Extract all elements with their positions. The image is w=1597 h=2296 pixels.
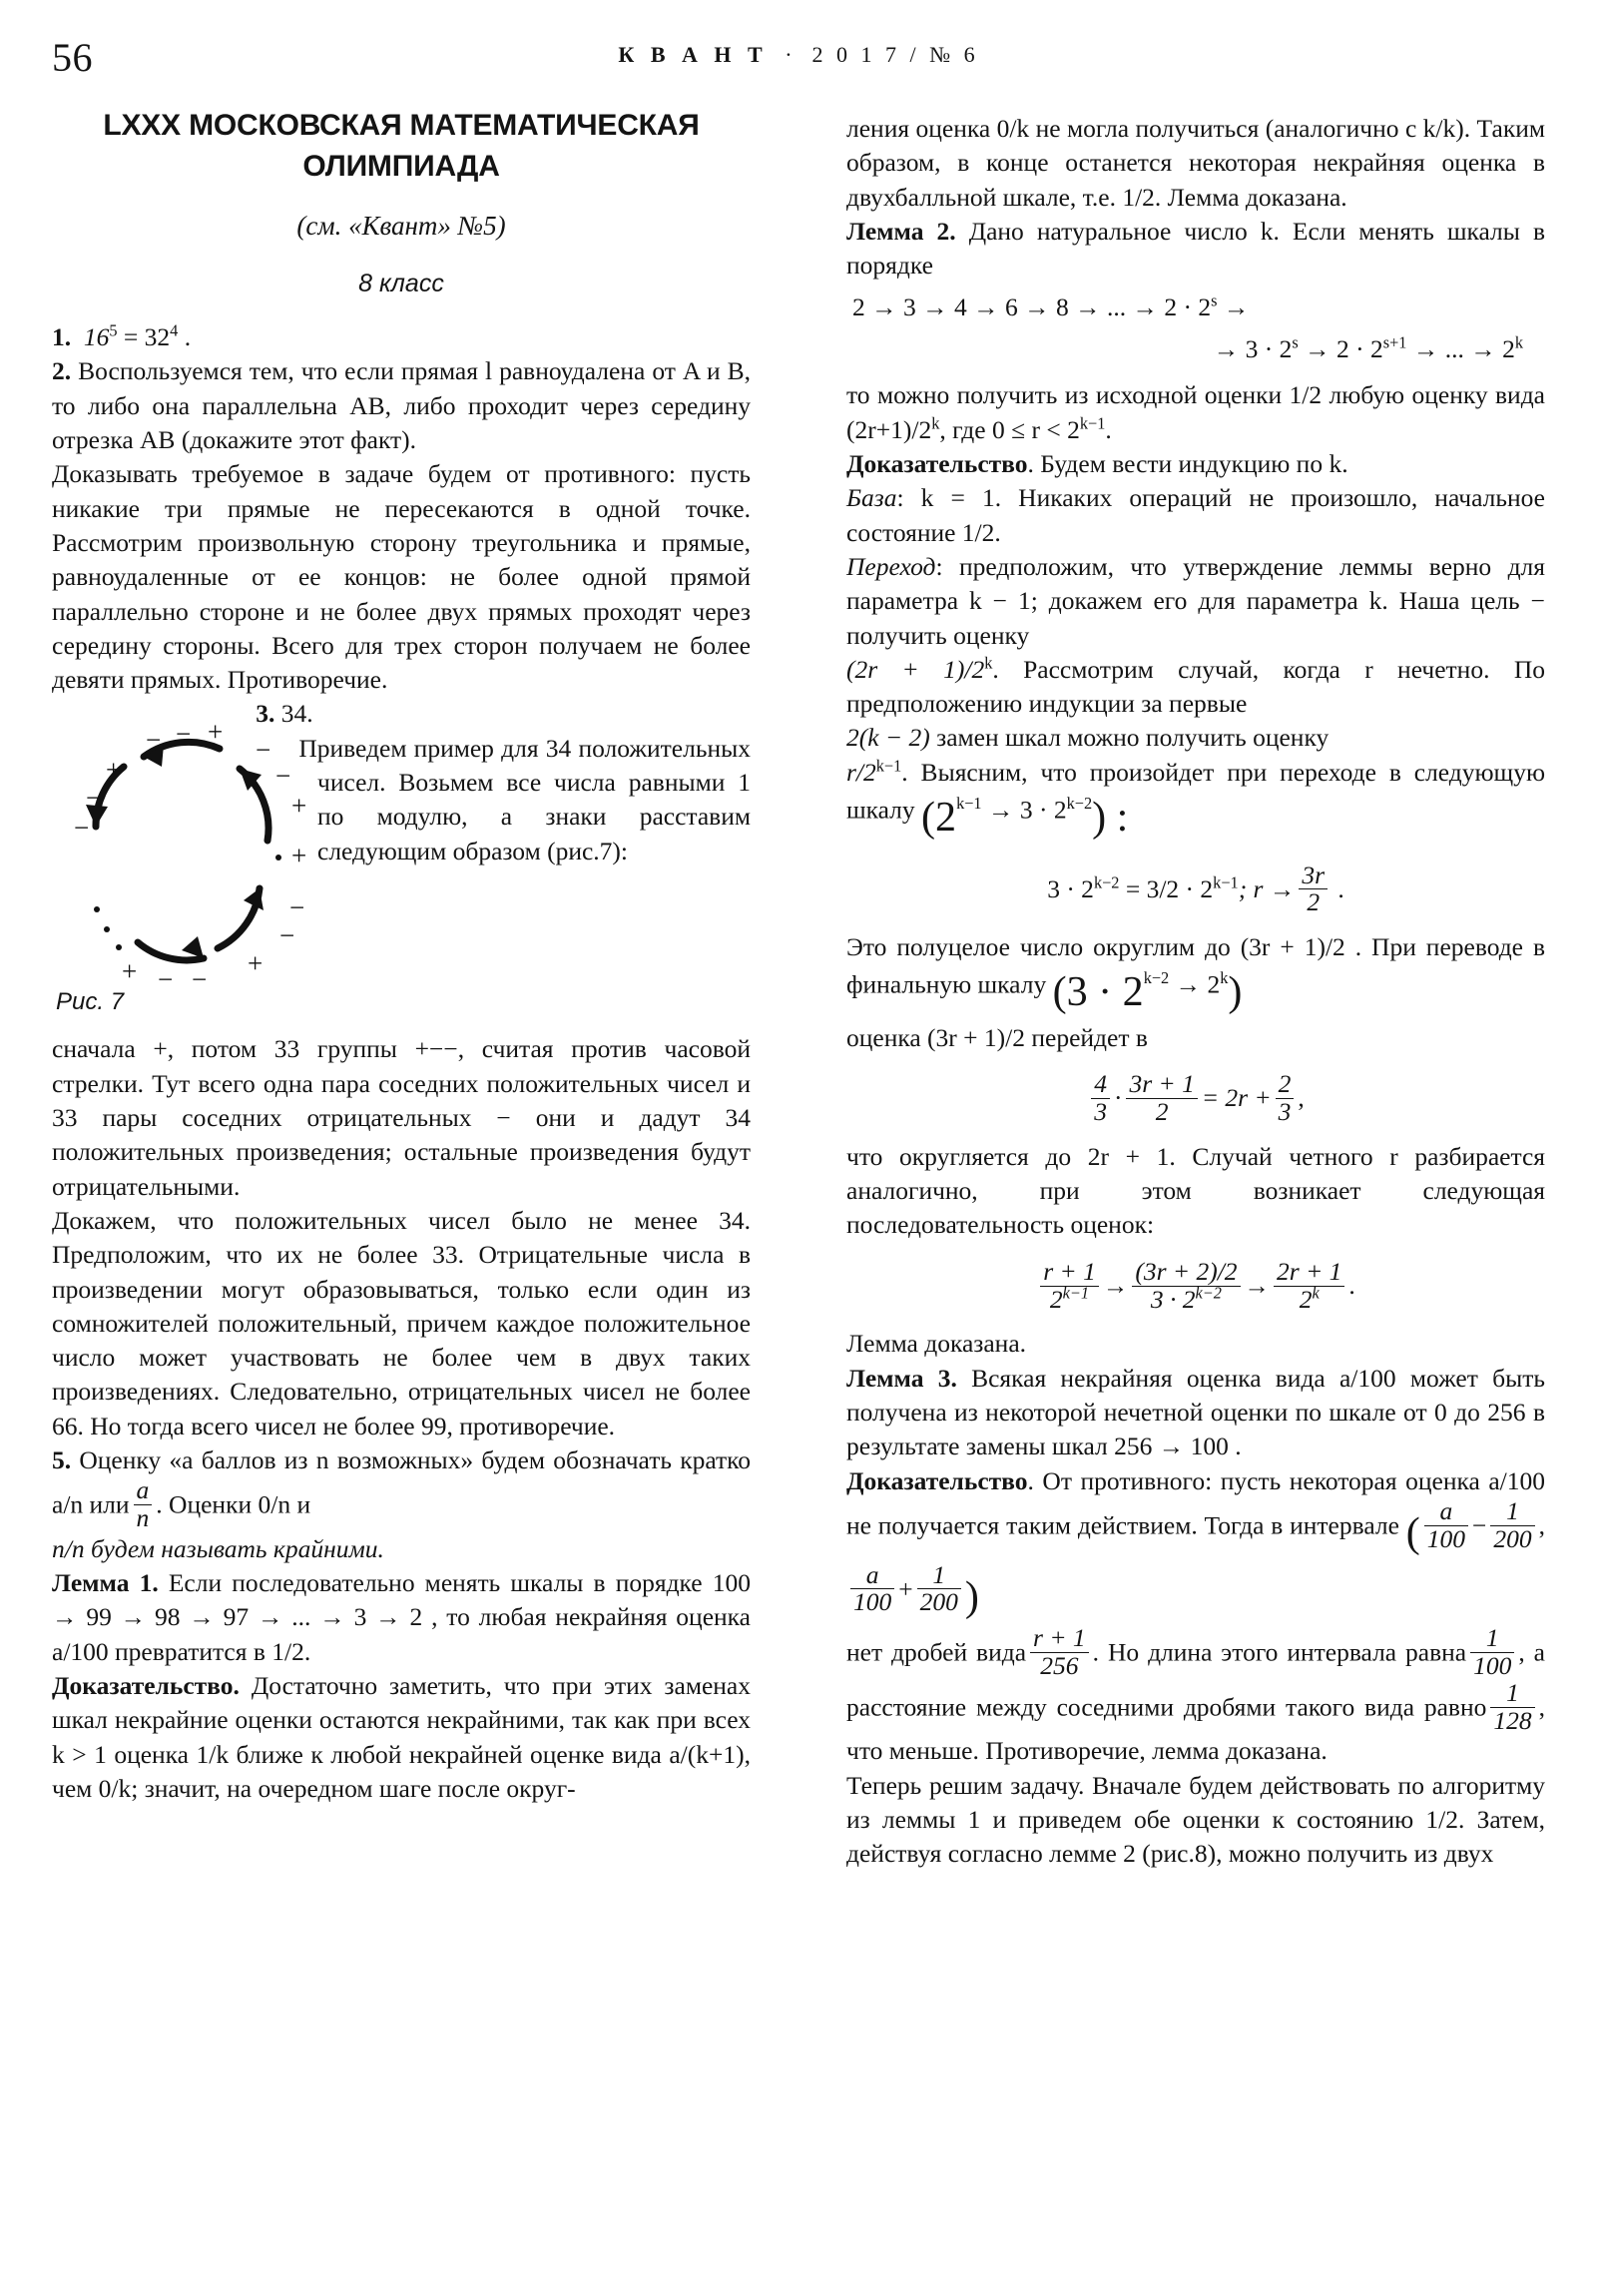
lemma-2-step-4-sup: k−1 (875, 756, 902, 776)
fraction-3r-over-2-numerator: 3r (1302, 860, 1326, 889)
sign-left-minus-2: − (74, 813, 90, 844)
lemma-2-step-4-a: r/2 (846, 757, 876, 787)
equation-1 (846, 862, 1545, 917)
problem-1-number: 1. (52, 322, 72, 352)
after-eq-1-c: → 2 (1169, 969, 1221, 999)
lemma-2-base (846, 481, 1545, 550)
sign-bottom-minus-1: − (158, 964, 174, 995)
lemma-2-step-2 (846, 653, 1545, 722)
chain-line-2-tail: → ... → 2 (1406, 334, 1515, 364)
article-subtitle: (см. «Квант» №5) (296, 211, 506, 242)
sign-top-left-minus: − (146, 725, 162, 756)
fraction-4-over-3 (1091, 1071, 1110, 1126)
problem-3-answer: 34. (280, 699, 313, 729)
lemma-2-proof-text: . Будем вести индукцию по k. (1027, 449, 1348, 479)
lemma-2-step-4-sup-3: k−2 (1066, 793, 1093, 813)
sign-upper-right-minus-2: − (275, 761, 291, 792)
fraction-r1-256-denominator: 256 (1030, 1652, 1089, 1680)
problem-3-example-text: Приведем пример для 34 положительных чисел. Возьмем все числа равными 1 по модулю, а знаки расставим следующим образом (рис.7): (298, 733, 751, 865)
final-paragraph (846, 1769, 1545, 1872)
chain-line-2-sup-2: s+1 (1382, 332, 1407, 352)
fraction-2r1-numerator: 2r + 1 (1277, 1256, 1342, 1286)
problem-5-text-c-row (52, 1532, 751, 1566)
runhead-separator: · (785, 42, 796, 67)
equation-1-a: 3 · 2 (1047, 873, 1094, 903)
problem-2-proof-text: Доказывать требуемое в задаче будем от противного: пусть никакие три прямые не пересекаются в одной точке. Рассмотрим произвольную сторону треугольника и прямые, равноудаленные от ее концов: не более одной прямой параллельно стороне и не более двух прямых проходят через середину стороны. Всего для трех сторон получаем не более девяти прямых. Противоречие. (52, 459, 751, 695)
problem-5 (52, 1443, 751, 1532)
issue-label: 2 0 1 7 / № 6 (811, 42, 979, 67)
fraction-3r1-over-2-numerator: 3r + 1 (1129, 1069, 1195, 1099)
sign-lower-right-minus-2: − (279, 920, 295, 951)
fraction-3r2-denominator-base: 3 · 2 (1150, 1284, 1196, 1314)
fraction-1-over-100 (1470, 1625, 1514, 1680)
problem-3-signs (52, 1032, 751, 1203)
fraction-a-over-n-denominator: n (134, 1504, 153, 1532)
lemma-2 (846, 215, 1545, 284)
open-paren-step-4: (2 (921, 795, 957, 842)
problem-1-exp-a: 5 (109, 320, 118, 340)
lemma-2-base-text: : k = 1. Никаких операций не произошло, начальное состояние 1/2. (846, 483, 1545, 547)
lemma-3-label: Лемма 3. (846, 1363, 957, 1393)
equation-3-arrow-1: → (1102, 1270, 1129, 1300)
lemma-2-step-4 (846, 756, 1545, 847)
equation-1-sup: k−2 (1093, 871, 1120, 891)
lemma-2-continuation (846, 378, 1545, 447)
running-title (0, 42, 1597, 68)
problem-1 (52, 320, 751, 354)
problem-2-text: Воспользуемся тем, что если прямая l равноудалена от A и B, то либо она параллельна AB, либо проходит через середину отрезка AB (докажите этот факт). (52, 356, 751, 455)
fraction-a-over-n (134, 1477, 153, 1532)
after-eq-2-text: что округляется до 2r + 1. Случай четного r разбирается аналогично, при этом возникает следующая последовательность оценок: (846, 1141, 1545, 1240)
right-column (846, 112, 1545, 1871)
sign-top-right-plus: + (208, 717, 224, 748)
chain-line-1-sup: s (1211, 290, 1218, 310)
after-eq-1-e: оценка (3r + 1)/2 перейдет в (846, 1023, 1148, 1053)
article-title-line-2: ОЛИМПИАДА (302, 149, 500, 183)
problem-2 (52, 354, 751, 457)
article-class-label: 8 класс (358, 270, 444, 298)
fraction-3r2-numerator: (3r + 2)/2 (1135, 1256, 1238, 1286)
fraction-r1-over-2k1 (1040, 1256, 1099, 1314)
running-head (0, 34, 1597, 80)
fraction-r1-over-256 (1030, 1625, 1089, 1680)
lemma-1-proof (52, 1669, 751, 1806)
fraction-1-over-200-left (1490, 1495, 1534, 1553)
interval-comma: , (1538, 1510, 1545, 1540)
interval-minus: − (1471, 1510, 1487, 1540)
lemma-3-proof-e-text: , что меньше. Противоречие, лемма доказана. (846, 1692, 1545, 1766)
interval-plus: + (898, 1574, 913, 1604)
problem-3-signs-text: сначала +, потом 33 группы +−−, считая против часовой стрелки. Тут всего одна пара соседних положительных чисел и 33 пары соседних отрицательных − они и дадут 34 положительных произведения; остальные произведения будут отрицательными. (52, 1034, 751, 1201)
lemma-3-proof-b-text: нет дробей вида (846, 1637, 1027, 1667)
after-equation-2 (846, 1140, 1545, 1243)
fraction-2-over-3-denominator: 3 (1276, 1098, 1295, 1126)
fraction-2r1-denominator-base: 2 (1299, 1284, 1313, 1314)
problem-3-number: 3. (256, 699, 275, 729)
lemma-1-proof-label: Доказательство. (52, 1671, 240, 1701)
page-number: 56 (52, 35, 93, 80)
lemma-2-text: Дано натуральное число k. Если менять шкалы в порядке (846, 216, 1545, 281)
chain-line-1-tail: → (1217, 292, 1250, 322)
chain-formula-line-2 (846, 334, 1545, 364)
equation-1-d: . (1331, 873, 1344, 903)
interval-open-paren: ( (1405, 1509, 1420, 1556)
lemma-3 (846, 1362, 1545, 1464)
fraction-a-100-left-numerator: a (1439, 1495, 1453, 1525)
fraction-4-over-3-denominator: 3 (1091, 1098, 1110, 1126)
lemma-2-cont-sup-2: k−1 (1079, 413, 1106, 433)
problem-1-base-a: 16 (83, 322, 110, 352)
fraction-1-100-numerator: 1 (1485, 1623, 1499, 1653)
sign-bottom-minus-2: − (192, 964, 208, 995)
chain-line-2-sup-3: k (1514, 332, 1523, 352)
lemma-1 (52, 1566, 751, 1669)
fraction-a-100-left-denominator: 100 (1424, 1525, 1468, 1553)
fraction-4-over-3-numerator: 4 (1094, 1069, 1107, 1099)
fraction-3r1-over-2-denominator: 2 (1126, 1098, 1197, 1126)
fraction-2r1-over-2k (1274, 1256, 1344, 1314)
fraction-3r1-over-2 (1126, 1071, 1197, 1126)
sign-top-mid-minus: − (176, 719, 192, 750)
fraction-a-100-right-numerator: a (865, 1559, 879, 1589)
figure-7-wrapper (52, 701, 307, 1030)
lemma-2-step-3 (846, 721, 1545, 755)
lemma-3-proof-label: Доказательство (846, 1465, 1028, 1495)
fraction-3r-over-2 (1299, 862, 1328, 917)
fraction-3r-over-2-denominator: 2 (1299, 888, 1328, 916)
right-continuation-text: ления оценка 0/k не могла получиться (аналогично с k/k). Таким образом, в конце останется некоторая некрайняя оценка в двухбалльной шкале, т.е. 1/2. Лемма доказана. (846, 114, 1545, 212)
fraction-a-over-100-right (850, 1559, 894, 1617)
problem-5-text-c: n/n будем называть крайними. (52, 1533, 384, 1563)
chain-line-2-a: → 3 · 2 (1213, 334, 1293, 364)
fraction-2r1-denominator-sup: k (1312, 1283, 1320, 1303)
lemma-2-cont-sup: k (931, 413, 940, 433)
lemma-2-base-label: База (846, 483, 897, 513)
lemma-2-step-label: Переход (846, 551, 936, 581)
lemma-1-proof-text: Достаточно заметить, что при этих заменах шкал некрайние оценки остаются некрайними, так как при всех k > 1 оценка 1/k ближе к любой некрайней оценке вида a/(k+1), чем 0/k; значит, на очередном шаге после округ- (52, 1671, 751, 1803)
after-equation-1-line-2 (846, 1021, 1545, 1055)
fraction-a-100-right-denominator: 100 (850, 1588, 894, 1616)
sign-upper-right-minus-1: − (256, 735, 271, 766)
problem-1-equals: = 32 (117, 322, 171, 352)
lemma-2-step-2-b: . Рассмотрим случай, когда r нечетно. По предположению индукции за первые (846, 654, 1545, 719)
fraction-3r2-over-3x2k2 (1132, 1256, 1240, 1314)
fraction-r1-denominator (1040, 1283, 1099, 1314)
problem-3-bound-text: Докажем, что положительных чисел было не менее 34. Предположим, что их не более 33. Отрицательные числа в произведении могут образовываться, только если один из сомножителей положительный, причем каждое положительное число может участвовать не более чем в двух таких произведениях. Следовательно, отрицательных чисел не более 66. Но тогда всего чисел не более 99, противоречие. (52, 1205, 751, 1440)
lemma-2-proof-label: Доказательство (846, 449, 1028, 479)
fraction-a-over-n-numerator: a (136, 1475, 150, 1505)
equation-1-c: ; r → (1238, 873, 1296, 903)
chain-line-1-a: 2 → 3 → 4 → 6 → 8 → ... → 2 · 2 (852, 292, 1212, 322)
equation-2-dot: · (1113, 1083, 1123, 1113)
lemma-2-cont-a: то можно получить из исходной оценки 1/2 любую оценку вида (2r+1)/2 (846, 380, 1545, 444)
lemma-1-heading: Лемма 1. (52, 1568, 159, 1598)
close-paren-step-4: ) : (1092, 795, 1129, 842)
sign-bottom-left-plus: + (122, 956, 138, 987)
problem-1-exp-b: 4 (170, 320, 179, 340)
fraction-1-100-denominator: 100 (1470, 1652, 1514, 1680)
fraction-1-over-200-right (917, 1559, 961, 1617)
equation-3-arrow-2: → (1244, 1270, 1271, 1300)
close-paren-after-eq1: ) (1228, 969, 1243, 1016)
problem-5-text-b: . Оценки 0/n и (156, 1489, 311, 1519)
after-eq-1-a: Это полуцелое число округлим до (3r + 1)/2 . При переводе в финальную шкалу (846, 932, 1545, 999)
sign-lower-right-minus-1: − (289, 892, 305, 923)
lemma-2-proof (846, 447, 1545, 481)
lemma-2-conclusion-text: Лемма доказана. (846, 1329, 1027, 1359)
lemma-2-step-2-a: (2r + 1)/2 (846, 654, 985, 684)
lemma-2-cont-c: . (1105, 414, 1112, 444)
equation-2-equals: = 2r + (1201, 1083, 1272, 1113)
fraction-1-200-left-numerator: 1 (1506, 1495, 1519, 1525)
fraction-1-200-right-denominator: 200 (917, 1588, 961, 1616)
equation-1-b: = 3/2 · 2 (1119, 873, 1214, 903)
fraction-1-200-right-numerator: 1 (932, 1559, 946, 1589)
equation-2-tail: , (1298, 1083, 1305, 1113)
lemma-2-step (846, 550, 1545, 653)
lemma-2-conclusion (846, 1327, 1545, 1361)
equation-2 (846, 1071, 1545, 1126)
interval-close-paren: ) (964, 1573, 979, 1620)
fraction-3r2-denominator-sup: k−2 (1195, 1283, 1222, 1303)
problem-5-number: 5. (52, 1445, 72, 1475)
figure-7 (52, 701, 307, 995)
final-paragraph-text: Теперь решим задачу. Вначале будем действовать по алгоритму из леммы 1 и приведем обе оценки к состоянию 1/2. Затем, действуя согласно лемме 2 (рис.8), можно получить из двух (846, 1770, 1545, 1869)
chain-line-2-sup-1: s (1292, 332, 1299, 352)
problem-2-proof (52, 457, 751, 697)
after-eq-1-sup-2: k (1220, 968, 1229, 988)
fraction-r1-denominator-sup: k−1 (1062, 1283, 1090, 1303)
problem-3-bound (52, 1204, 751, 1443)
problem-1-period: . (178, 322, 192, 352)
fraction-2-over-3-numerator: 2 (1278, 1069, 1292, 1099)
fraction-1-over-128 (1490, 1677, 1534, 1735)
right-continuation (846, 112, 1545, 215)
equation-3 (846, 1256, 1545, 1314)
equation-3-tail: . (1348, 1270, 1355, 1300)
sign-right-plus-1: + (291, 791, 307, 822)
lemma-2-label: Лемма 2. (846, 216, 956, 246)
sign-bottom-right-plus: + (248, 948, 264, 979)
lemma-3-proof-c-text: . Но длина этого интервала равна (1092, 1637, 1467, 1667)
lemma-2-step-text: : предположим, что утверждение леммы верно для параметра k − 1; докажем его для параметра k. Наша цель − получить оценку (846, 551, 1545, 650)
lemma-3-proof-b (846, 1625, 1545, 1768)
lemma-3-proof (846, 1464, 1545, 1626)
after-equation-1 (846, 930, 1545, 1021)
fraction-1-200-left-denominator: 200 (1490, 1525, 1534, 1553)
article-title-line-1: LXXX МОСКОВСКАЯ МАТЕМАТИЧЕСКАЯ (103, 109, 700, 142)
fraction-1-128-numerator: 1 (1506, 1677, 1519, 1707)
fraction-a-over-100-left (1424, 1495, 1468, 1553)
figure-7-caption: Рис. 7 (56, 988, 125, 1016)
fraction-2r1-denominator (1274, 1283, 1344, 1314)
chain-formula-line-1 (846, 292, 1545, 322)
fraction-3r2-denominator (1132, 1283, 1240, 1314)
sign-upper-left-plus: + (106, 755, 122, 786)
fraction-r1-256-numerator: r + 1 (1033, 1623, 1086, 1653)
lemma-2-step-4-b: . Выясним, что произойдет при переходе в следующую шкалу (846, 757, 1545, 825)
problem-5-text-a: Оценку «a баллов из n возможных» будем обозначать кратко a/n или (52, 1445, 752, 1519)
lemma-1-text: Если последовательно менять шкалы в порядке 100 → 99 → 98 → 97 → ... → 3 → 2 , то любая некрайняя оценка a/100 превратится в 1/2. (52, 1568, 751, 1666)
journal-name: К В А Н Т (618, 42, 769, 67)
sign-left-minus-1: − (86, 783, 102, 814)
lemma-2-step-4-sup-2: k−1 (956, 793, 982, 813)
lemma-2-step-3-b: замен шкал можно получить оценку (929, 723, 1330, 753)
lemma-3-proof-text: . От противного: пусть некоторая оценка a/100 не получается таким действием. Тогда в интервале (846, 1465, 1545, 1540)
chain-line-2-mid: → 2 · 2 (1298, 334, 1383, 364)
lemma-3-text: Всякая некрайняя оценка вида a/100 может быть получена из некоторой нечетной оценки по шкале от 0 до 256 в результате замены шкал 256 → 100 . (846, 1363, 1545, 1461)
lemma-3-proof-d-text: , а расстояние между соседними дробями такого вида равно (846, 1637, 1545, 1722)
after-eq-1-sup: k−2 (1143, 968, 1170, 988)
lemma-2-step-4-d: → 3 · 2 (981, 795, 1067, 825)
lemma-2-cont-b: , где 0 ≤ r < 2 (939, 414, 1080, 444)
lemma-2-step-2-sup: k (984, 653, 993, 673)
problem-2-number: 2. (52, 356, 72, 386)
open-paren-after-eq1: (3 · 2 (1052, 969, 1144, 1016)
fraction-2-over-3 (1276, 1071, 1295, 1126)
equation-1-sup-2: k−1 (1213, 871, 1239, 891)
fraction-r1-denominator-base: 2 (1049, 1284, 1063, 1314)
sign-right-plus-2: + (291, 841, 307, 871)
lemma-2-step-3-a: 2(k − 2) (846, 723, 930, 753)
fraction-1-128-denominator: 128 (1490, 1707, 1534, 1735)
left-column (52, 108, 751, 1806)
fraction-r1-numerator: r + 1 (1043, 1256, 1096, 1286)
